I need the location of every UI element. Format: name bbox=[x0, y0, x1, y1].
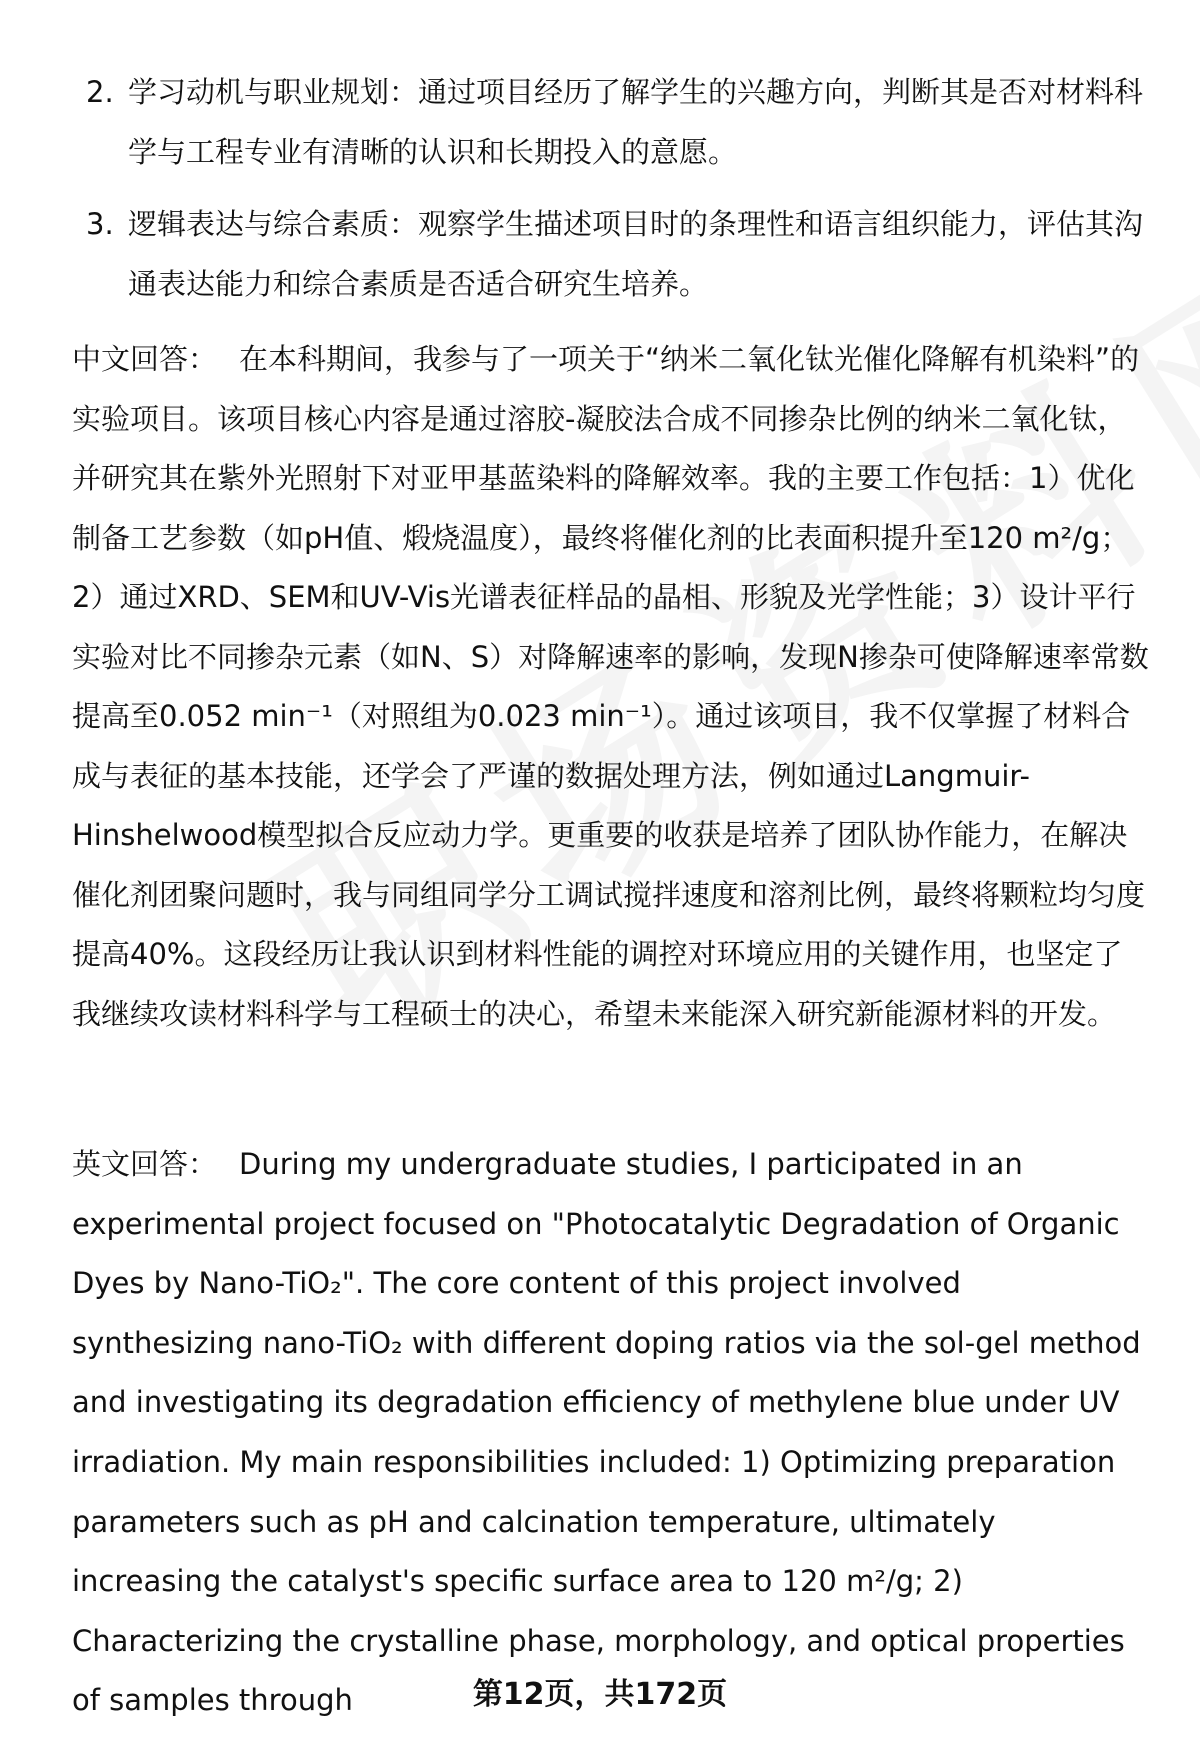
english-answer-label: 英文回答： bbox=[72, 1147, 218, 1181]
chinese-answer-paragraph bbox=[72, 330, 1150, 1044]
list-item bbox=[72, 62, 1152, 182]
list-item-text: 逻辑表达与综合素质：观察学生描述项目时的条理性和语言组织能力，评估其沟通表达能力和综合素质是否适合研究生培养。 bbox=[128, 207, 1144, 301]
evaluation-criteria-list bbox=[72, 62, 1152, 326]
list-item-text: 学习动机与职业规划：通过项目经历了解学生的兴趣方向，判断其是否对材料科学与工程专业有清晰的认识和长期投入的意愿。 bbox=[128, 75, 1144, 169]
english-answer-text: During my undergraduate studies, I participated in an experimental project focused on "Photocatalytic Degradation of Organic Dyes by Nano-TiO₂". The core content of this project involved synthesizing nano-TiO₂ with different doping ratios via the sol-gel method and investigating its degradation efficiency of methylene blue under UV irradiation. My main responsibilities included: 1) Optimizing preparation parameters such as pH and calcination temperature, ultimately increasing the catalyst's specific surface area to 120 m²/g; 2) Characterizing the crystalline phase, morphology, and optical properties of samples through bbox=[72, 1147, 1141, 1718]
chinese-answer-label: 中文回答： bbox=[72, 342, 218, 376]
list-item-number: 2. bbox=[86, 75, 114, 109]
english-answer-paragraph bbox=[72, 1135, 1150, 1731]
list-item-number: 3. bbox=[86, 207, 114, 241]
list-item bbox=[72, 194, 1152, 314]
chinese-answer-text: 在本科期间，我参与了一项关于“纳米二氧化钛光催化降解有机染料”的实验项目。该项目核心内容是通过溶胶-凝胶法合成不同掺杂比例的纳米二氧化钛，并研究其在紫外光照射下对亚甲基蓝染料的降解效率。我的主要工作包括：1）优化制备工艺参数（如pH值、煅烧温度），最终将催化剂的比表面积提升至120 m²/g；2）通过XRD、SEM和UV-Vis光谱表征样品的晶相、形貌及光学性能；3）设计平行实验对比不同掺杂元素（如N、S）对降解速率的影响，发现N掺杂可使降解速率常数提高至0.052 min⁻¹（对照组为0.023 min⁻¹）。通过该项目，我不仅掌握了材料合成与表征的基本技能，还学会了严谨的数据处理方法，例如通过Langmuir-Hinshelwood模型拟合反应动力学。更重要的收获是培养了团队协作能力，在解决催化剂团聚问题时，我与同组同学分工调试搅拌速度和溶剂比例，最终将颗粒均匀度提高40%。这段经历让我认识到材料性能的调控对环境应用的关键作用，也坚定了我继续攻读材料科学与工程硕士的决心，希望未来能深入研究新能源材料的开发。 bbox=[72, 342, 1149, 1031]
page-indicator: 第12页，共172页 bbox=[472, 1677, 728, 1712]
